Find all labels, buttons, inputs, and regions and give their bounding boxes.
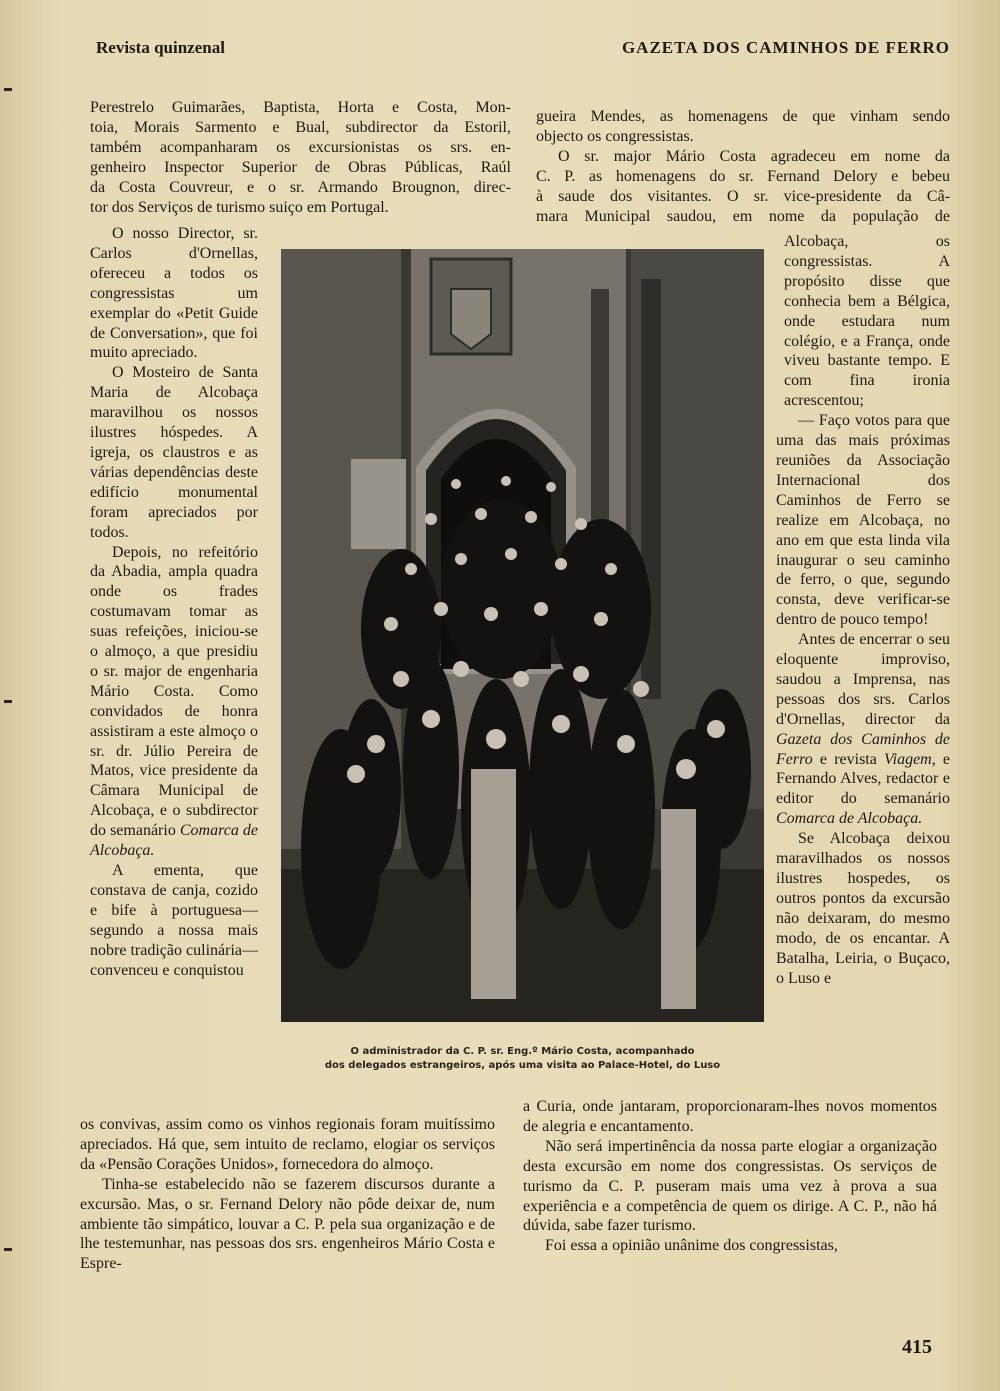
paragraph: — Faço votos para que uma das mais próximas reuniões da Associação Internacional dos Caminhos de Ferro se realize em Alcobaça, no ano em que esta linda vila inaugurar o seu caminho de ferro, o que, segundo consta, deve verificar-se dentro de pouco tempo! (776, 412, 950, 629)
photograph-illustration (281, 249, 764, 1022)
newspaper-title: Comarca de Alcobaça. (776, 810, 923, 828)
paragraph: Não será impertinência da nossa parte elogiar a organização desta excursão em nome dos congressistas. Os serviços de turismo da C. P. puseram mais uma vez à prova a sua experiência e a competência de quem os dirige. A C. P., não há dúvida, sabe fazer turismo. (523, 1137, 937, 1235)
running-header-right: GAZETA DOS CAMINHOS DE FERRO (621, 38, 950, 57)
paragraph: O nosso Director, sr. Carlos d'Ornellas, ofereceu a todos os congressistas um exemplar do «Petit Guide de Conversation», que foi muito apreciado. (90, 225, 258, 362)
left-column-narrow (90, 224, 258, 980)
paragraph (90, 543, 258, 862)
text-line: Perestrelo Guimarães, Baptista, Horta e Costa, Mon- (90, 99, 511, 116)
binder-mark (4, 1248, 12, 1251)
left-column-bottom (80, 1115, 495, 1274)
text-line: genheiro Inspector Superior de Obras Públicas, Raúl (90, 158, 511, 176)
page-number: 415 (902, 1336, 932, 1358)
paragraph: Foi essa a opinião unânime dos congressistas, (545, 1237, 838, 1255)
caption-line: O administrador da C. P. sr. Eng.º Mário Costa, acompanhado (350, 1046, 695, 1057)
text-line: à saude dos visitantes. O sr. vice-presidente da Câ- (536, 187, 950, 205)
publication-title: Gazeta dos Caminhos de Ferro (776, 730, 950, 768)
binder-mark (4, 700, 12, 703)
paragraph: Se Alcobaça deixou maravilhados os nossos ilustres hospedes, os outros pontos da excursão não deixaram, do mesmo modo, de os encantar. A Batalha, Leiria, o Buçaco, o Luso e (776, 830, 950, 987)
text-line: também acompanharam os excursionistas os srs. en- (90, 138, 511, 156)
text-line: toia, Morais Sarmento e Bual, subdirector da Estoril, (90, 118, 511, 136)
left-column-top (90, 98, 511, 217)
paragraph: Tinha-se estabelecido não se fazerem discursos durante a excursão. Mas, o sr. Fernand Delory não pôde deixar de, num ambiente tão simpático, louvar a C. P. pela sua organização e de lhe testemunhar, nas pessoas dos srs. engenheiros Mário Costa e Espre- (80, 1175, 495, 1273)
paragraph-text: e revista (819, 750, 877, 768)
caption-line: dos delegados estrangeiros, após uma visita ao Palace-Hotel, do Luso (324, 1060, 721, 1071)
text-line: gueira Mendes, as homenagens de que vinham sendo (536, 108, 950, 125)
paragraph-text: Antes de encerrar o seu eloquente improviso, saudou a Imprensa, nas pessoas dos srs. Carlos d'Ornellas, director da (776, 631, 950, 728)
text-line: objecto os congressistas. (536, 127, 694, 145)
paragraph: O Mosteiro de Santa Maria de Alcobaça maravilhou os nossos ilustres hóspedes. A igreja, os claustros e as várias dependências deste edifício monumental foram apreciados por todos. (90, 364, 258, 541)
photo-caption (300, 1045, 745, 1073)
binder-mark (4, 88, 12, 91)
newspaper-title: Comarca de Alcobaça. (90, 822, 258, 860)
text-line: tor dos Serviços de turismo suiço em Portugal. (90, 198, 389, 216)
right-column-top (536, 107, 950, 226)
running-header-left: Revista quinzenal (96, 38, 225, 57)
group-photograph (281, 249, 764, 1022)
paragraph-text: e Fernando Alves, redactor e editor do semanário (776, 750, 951, 808)
right-column-bottom (523, 1097, 937, 1256)
right-column-narrow (776, 232, 950, 988)
publication-title: Viagem, (884, 750, 936, 768)
text-line: C. P. as homenagens do sr. Fernand Delory e bebeu (536, 167, 950, 185)
paragraph (776, 630, 950, 829)
text-line: da Costa Couvreur, e o sr. Armando Brougnon, direc- (90, 178, 511, 196)
text-line: mara Municipal saudou, em nome da população de (536, 207, 950, 225)
paragraph: os convivas, assim como os vinhos regionais foram muitíssimo apreciados. Há que, sem intuito de reclamo, elogiar os serviços da «Pensão Corações Unidos», fornecedora do almoço. (80, 1116, 495, 1173)
paragraph-text: Depois, no refeitório da Abadia, ampla quadra onde os frades costumavam tomar as suas refeições, iniciou-se o almoço, a que presidiu o sr. major de engenharia Mário Costa. Como convidados de honra assistiram a este almoço o sr. dr. Júlio Pereira de Matos, vice presidente da Câmara Municipal de Alcobaça, e o subdirector do semanário (90, 543, 258, 840)
paragraph: Alcobaça, os congressistas. A propósito disse que conhecia bem a Bélgica, onde estudara num colégio, e a França, onde viveu bastante tempo. E com fina ironia acrescentou; (784, 233, 950, 410)
text-line: O sr. major Mário Costa agradeceu em nome da (558, 147, 950, 165)
paragraph: a Curia, onde jantaram, proporcionaram-lhes novos momentos de alegria e encantamento. (523, 1098, 937, 1135)
paragraph: A ementa, que constava de canja, cozido e bife à portuguesa—segundo a nossa mais nobre tradição culinária—convenceu e conquistou (90, 862, 258, 979)
